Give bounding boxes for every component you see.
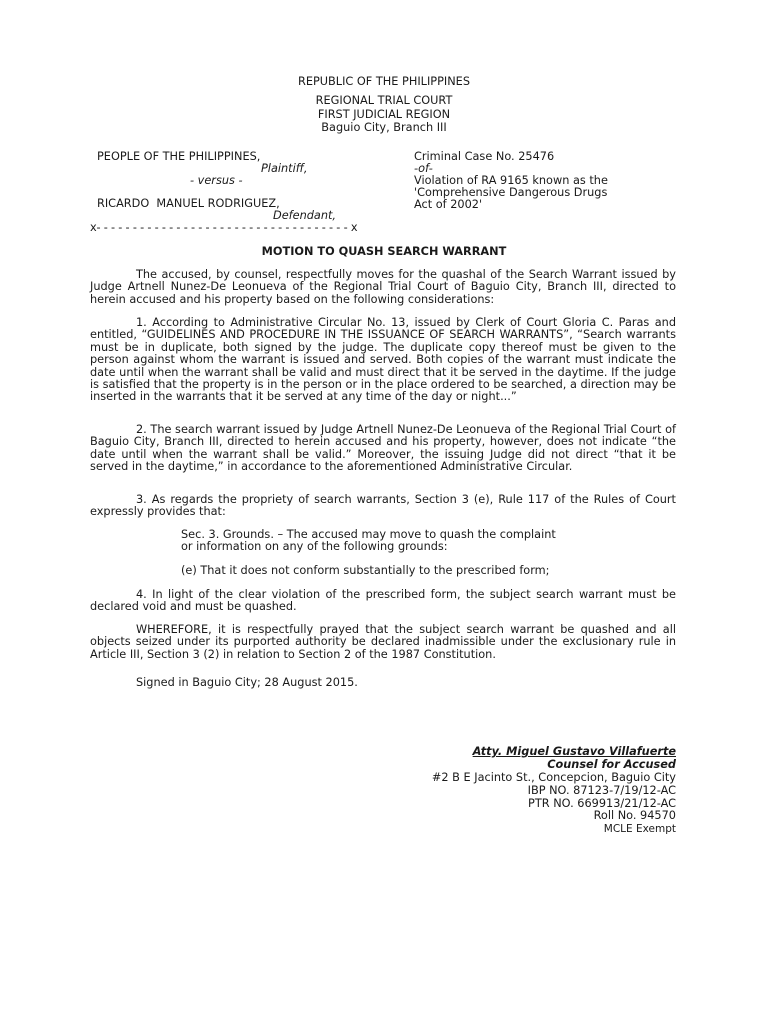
header-republic: REPUBLIC OF THE PHILIPPINES <box>297 75 470 88</box>
quote-line-1: Sec. 3. Grounds. – The accused may move to quash the complaint <box>181 528 556 541</box>
quote-line-2: or information on any of the following grounds: <box>181 540 448 553</box>
wherefore-paragraph: WHEREFORE, it is respectfully prayed that the subject search warrant be quashed and all objects seized under its purported authority be declared inadmissible under the exclusionary rule in Article III, Section 3 (2) in relation to Section 2 of the 1987 Constitution. <box>90 623 676 661</box>
paragraph-3: 3. As regards the propriety of search warrants, Section 3 (e), Rule 117 of the Rules of Court expressly provides that: <box>90 493 676 519</box>
versus-label: - versus - <box>190 174 243 187</box>
header-court: REGIONAL TRIAL COURT <box>315 94 453 108</box>
court-header <box>0 76 768 136</box>
counsel-ptr: PTR NO. 669913/21/12-AC <box>528 796 676 810</box>
counsel-role: Counsel for Accused <box>547 757 676 771</box>
plaintiff-name: PEOPLE OF THE PHILIPPINES, <box>97 150 261 163</box>
counsel-ibp: IBP NO. 87123-7/19/12-AC <box>527 783 676 797</box>
header-region: FIRST JUDICIAL REGION <box>317 107 451 121</box>
defendant-name: RICARDO MANUEL RODRIGUEZ, <box>97 197 280 210</box>
paragraph-4: 4. In light of the clear violation of the prescribed form, the subject search warrant must be declared void and must be quashed. <box>90 588 676 614</box>
counsel-roll: Roll No. 94570 <box>593 809 676 823</box>
caption-separator: x- - - - - - - - - - - - - - - - - - - - - - - - - - - - - - - - - - - x <box>90 221 358 234</box>
violation-line-2: 'Comprehensive Dangerous Drugs <box>414 186 608 199</box>
case-of: -of- <box>414 162 433 175</box>
header-branch: Baguio City, Branch III <box>321 121 447 135</box>
counsel-mcle: MCLE Exempt <box>603 823 676 836</box>
counsel-name: Atty. Miguel Gustavo Villafuerte <box>472 745 676 758</box>
motion-title: MOTION TO QUASH SEARCH WARRANT <box>261 245 507 258</box>
paragraph-2: 2. The search warrant issued by Judge Artnell Nunez-De Leonueva of the Regional Trial Court of Baguio City, Branch III, directed to herein accused and his property, however, does not indicate “the date until when the warrant shall be valid.” Moreover, the issuing Judge did not direct “that it be served in the daytime,” in accordance to the aforementioned Administrative Circular. <box>90 423 676 474</box>
plaintiff-role: Plaintiff, <box>261 162 308 175</box>
violation-line-1: Violation of RA 9165 known as the <box>414 174 608 187</box>
intro-paragraph: The accused, by counsel, respectfully moves for the quashal of the Search Warrant issued by Judge Artnell Nunez-De Leonueva of the Regional Trial Court of Baguio City, Branch III, directed to herein accused and his property based on the following considerations: <box>90 268 676 306</box>
paragraph-1: 1. According to Administrative Circular No. 13, issued by Clerk of Court Gloria C. Paras and entitled, “GUIDELINES AND PROCEDURE IN THE ISSUANCE OF SEARCH WARRANTS”, “Search warrants must be in duplicate, both signed by the judge. The duplicate copy thereof must be given to the person against whom the warrant is issued and served. Both copies of the warrant must indicate the date until when the warrant shall be valid and must direct that it be served in the daytime. If the judge is satisfied that the property is in the person or in the place ordered to be searched, a direction may be inserted in the warrants that it be served at any time of the day or night...” <box>90 316 676 404</box>
violation-line-3: Act of 2002' <box>414 198 483 211</box>
defendant-role: Defendant, <box>273 209 337 222</box>
quote-line-3: (e) That it does not conform substantially to the prescribed form; <box>181 564 550 577</box>
signature-block <box>276 746 676 836</box>
counsel-address: #2 B E Jacinto St., Concepcion, Baguio City <box>431 770 676 784</box>
signed-line: Signed in Baguio City; 28 August 2015. <box>136 676 358 689</box>
case-number: Criminal Case No. 25476 <box>414 150 555 163</box>
